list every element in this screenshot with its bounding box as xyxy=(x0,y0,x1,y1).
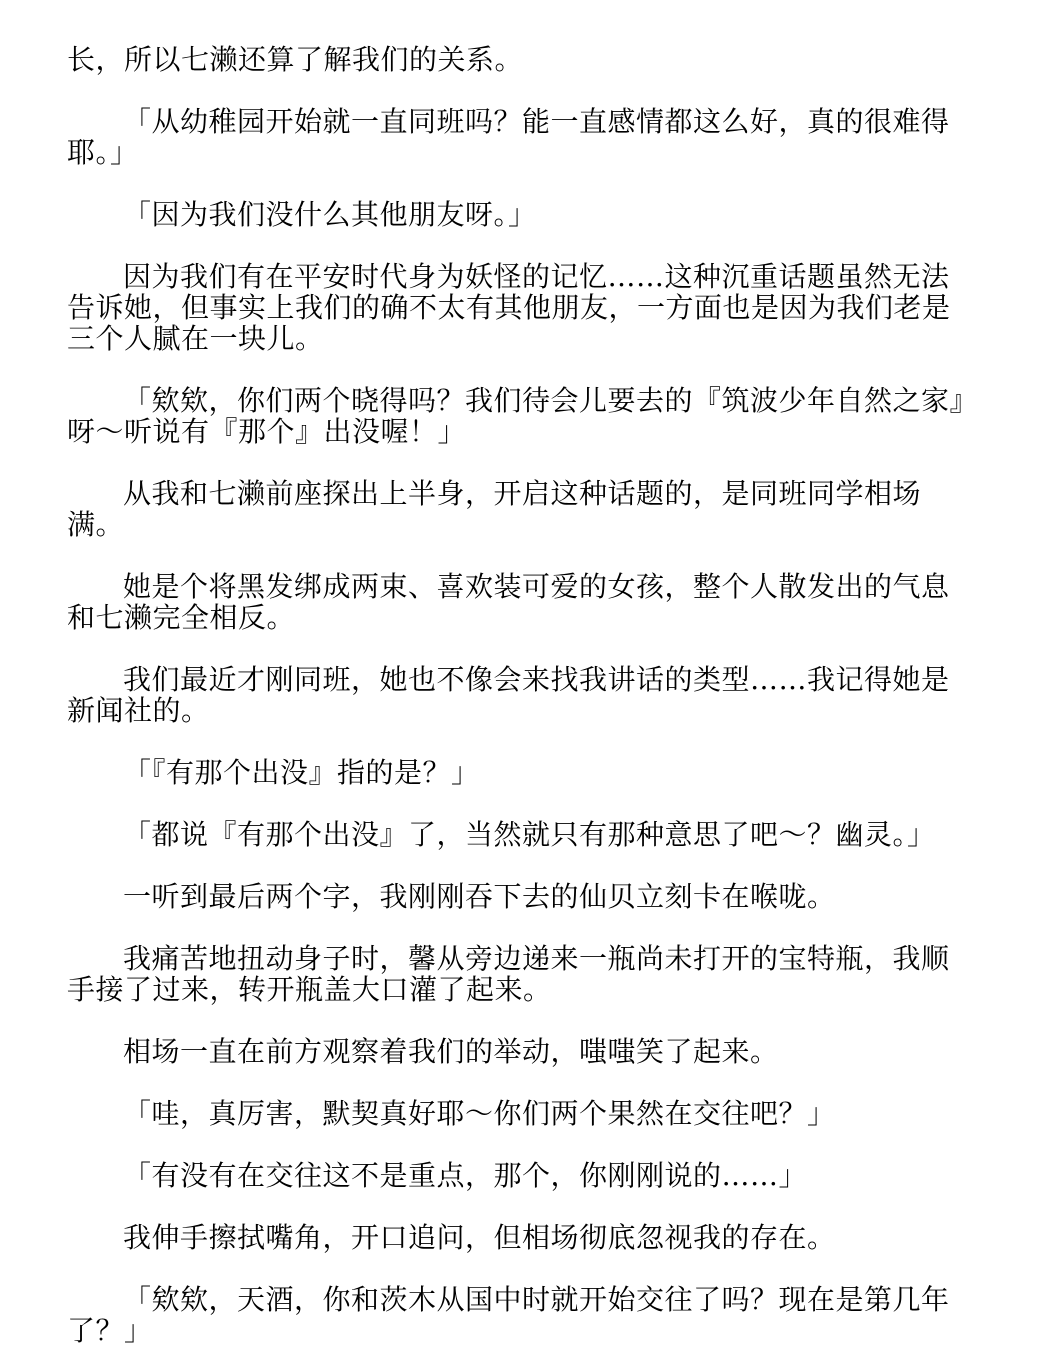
paragraph: 她是个将黑发绑成两束、喜欢装可爱的女孩，整个人散发出的气息和七濑完全相反。 xyxy=(67,570,950,634)
paragraph: 「有没有在交往这不是重点，那个，你刚刚说的……」 xyxy=(123,1159,808,1192)
paragraph: 我们最近才刚同班，她也不像会来找我讲话的类型……我记得她是新闻社的。 xyxy=(67,663,950,727)
paragraph: 「从幼稚园开始就一直同班吗？能一直感情都这么好，真的很难得耶。」 xyxy=(67,105,950,169)
paragraph: 从我和七濑前座探出上半身，开启这种话题的，是同班同学相场满。 xyxy=(67,477,922,541)
paragraph: 「哇，真厉害，默契真好耶～你们两个果然在交往吧？」 xyxy=(123,1097,836,1130)
paragraph: 一听到最后两个字，我刚刚吞下去的仙贝立刻卡在喉咙。 xyxy=(123,880,836,913)
paragraph: 长，所以七濑还算了解我们的关系。 xyxy=(67,43,524,76)
paragraph: 我痛苦地扭动身子时，馨从旁边递来一瓶尚未打开的宝特瓶，我顺手接了过来，转开瓶盖大口灌了起来。 xyxy=(67,942,950,1006)
paragraph: 因为我们有在平安时代身为妖怪的记忆……这种沉重话题虽然无法告诉她，但事实上我们的确不太有其他朋友，一方面也是因为我们老是三个人腻在一块儿。 xyxy=(67,260,951,355)
paragraph: 我伸手擦拭嘴角，开口追问，但相场彻底忽视我的存在。 xyxy=(123,1221,836,1254)
paragraph: 「因为我们没什么其他朋友呀。」 xyxy=(123,198,537,231)
paragraph: 相场一直在前方观察着我们的举动，嗤嗤笑了起来。 xyxy=(123,1035,779,1068)
paragraph: 「『有那个出没』指的是？」 xyxy=(123,756,480,789)
paragraph: 「欸欸，天酒，你和茨木从国中时就开始交往了吗？现在是第几年了？」 xyxy=(67,1283,950,1347)
paragraph: 「都说『有那个出没』了，当然就只有那种意思了吧～？幽灵。」 xyxy=(123,818,936,851)
paragraph: 「欸欸，你们两个晓得吗？我们待会儿要去的『筑波少年自然之家』呀～听说有『那个』出没喔！」 xyxy=(67,384,965,448)
